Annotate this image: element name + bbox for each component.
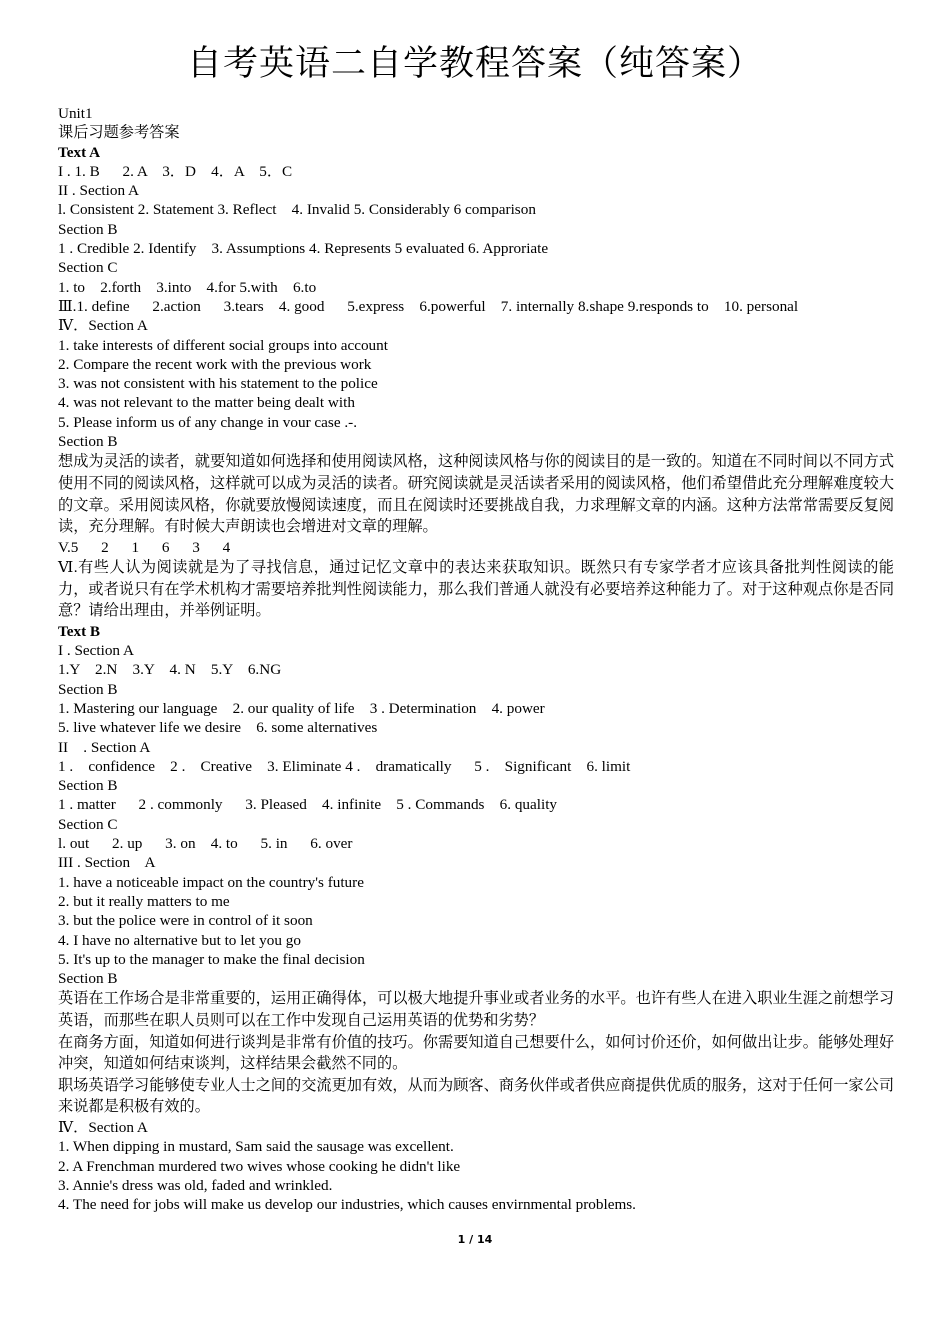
paragraph: Ⅵ.有些人认为阅读就是为了寻找信息，通过记忆文章中的表达来获取知识。既然只有专家学者才应该具备批判性阅读的能力，或者说只有在学术机构才需要培养批判性阅读能力，那么我们普通人就没有必要培养这种能力了。对于这种观点你是否同意？请给出理由，并举例证明。 [58, 559, 894, 620]
text-line: Section B [58, 970, 118, 988]
text-line: 1. When dipping in mustard, Sam said the sausage was excellent. [58, 1138, 454, 1156]
text-line: 5. live whatever life we desire 6. some alternatives [58, 719, 378, 737]
text-line: 课后习题参考答案 [58, 124, 180, 142]
section-heading: Text A [58, 143, 101, 161]
text-line: 1. take interests of different social groups into account [58, 336, 388, 354]
text-line: II . Section A [58, 182, 139, 200]
text-line: 2. but it really matters to me [58, 892, 230, 910]
text-line: Section B [58, 433, 118, 451]
text-line: Section B [58, 220, 118, 238]
text-line: 1 . matter 2 . commonly 3. Pleased 4. infinite 5 . Commands 6. quality [58, 796, 558, 814]
text-line: 5. Please inform us of any change in vour case .-. [58, 413, 358, 431]
text-line: 4. I have no alternative but to let you go [58, 931, 301, 949]
text-line: Section B [58, 680, 118, 698]
paragraph: 英语在工作场合是非常重要的，运用正确得体，可以极大地提升事业或者业务的水平。也许有些人在进入职业生涯之前想学习英语，而那些在职人员则可以在工作中发现自己运用英语的优势和劣势？ [58, 990, 894, 1030]
text-line: l. Consistent 2. Statement 3. Reflect 4. Invalid 5. Considerably 6 comparison [58, 201, 536, 219]
text-line: l. out 2. up 3. on 4. to 5. in 6. over [58, 835, 353, 853]
paragraph: 在商务方面，知道如何进行谈判是非常有价值的技巧。你需要知道自己想要什么，如何讨价还价，如何做出让步。能够处理好冲突，知道如何结束谈判，这样结果会截然不同的。 [58, 1033, 894, 1073]
text-line: 4. was not relevant to the matter being dealt with [58, 394, 355, 412]
text-line: 4. The need for jobs will make us develop our industries, which causes envirnmental problems. [58, 1196, 636, 1214]
text-line: Ⅳ．Section A [58, 1119, 148, 1136]
text-line: II . Section A [58, 738, 151, 756]
text-line: 1. to 2.forth 3.into 4.for 5.with 6.to [58, 278, 317, 296]
text-line: 3. Annie's dress was old, faded and wrinkled. [58, 1176, 333, 1194]
document-title: 自考英语二自学教程答案（纯答案） [186, 44, 763, 84]
paragraph: 职场英语学习能够使专业人士之间的交流更加有效，从而为顾客、商务伙伴或者供应商提供优质的服务，这对于任何一家公司来说都是积极有效的。 [58, 1076, 894, 1116]
text-line: 1 . Credible 2. Identify 3. Assumptions 4. Represents 5 evaluated 6. Approriate [58, 240, 549, 258]
text-line: 1. Mastering our language 2. our quality of life 3 . Determination 4. power [58, 699, 545, 717]
text-line: 3. was not consistent with his statement to the police [58, 375, 378, 393]
text-line: 3. but the police were in control of it soon [58, 912, 313, 930]
text-line: Ⅲ.1. define 2.action 3.tears 4. good 5.express 6.powerful 7. internally 8.shape 9.responds to 10. personal [58, 297, 799, 315]
document-body [58, 104, 894, 1214]
text-line: 2. Compare the recent work with the previous work [58, 355, 372, 373]
text-line: Section C [58, 259, 118, 277]
text-line: Unit1 [58, 105, 93, 122]
text-line: 5. It's up to the manager to make the final decision [58, 950, 365, 968]
text-line: Section B [58, 777, 118, 795]
section-heading: Text B [58, 622, 101, 640]
text-line: I . 1. B 2. A 3．D 4．A 5．C [58, 162, 293, 180]
text-line: III . Section A [58, 854, 156, 872]
text-line: Ⅳ．Section A [58, 317, 148, 335]
page-number: 1 / 14 [457, 1233, 493, 1246]
text-line: 1 . confidence 2 . Creative 3. Eliminate 4 . dramatically 5 . Significant 6. limit [58, 757, 631, 775]
paragraph: 想成为灵活的读者，就要知道如何选择和使用阅读风格，这种阅读风格与你的阅读目的是一致的。知道在不同时间以不同方式使用不同的阅读风格，这样就可以成为灵活的读者。研究阅读就是灵活读者采用的阅读风格，他们希望借此充分理解难度较大的文章。采用阅读风格，你就要放慢阅读速度，而且在阅读时还要挑战自我，力求理解文章的内涵。这种方法常常需要反复阅读，充分理解。有时候大声朗读也会增进对文章的理解。 [58, 453, 894, 536]
text-line: V.5 2 1 6 3 4 [58, 538, 231, 556]
text-line: 1.Y 2.N 3.Y 4. N 5.Y 6.NG [58, 661, 282, 679]
text-line: 1. have a noticeable impact on the country's future [58, 873, 364, 891]
text-line: I . Section A [58, 642, 134, 660]
text-line: Section C [58, 815, 118, 833]
text-line: 2. A Frenchman murdered two wives whose cooking he didn't like [58, 1157, 461, 1175]
